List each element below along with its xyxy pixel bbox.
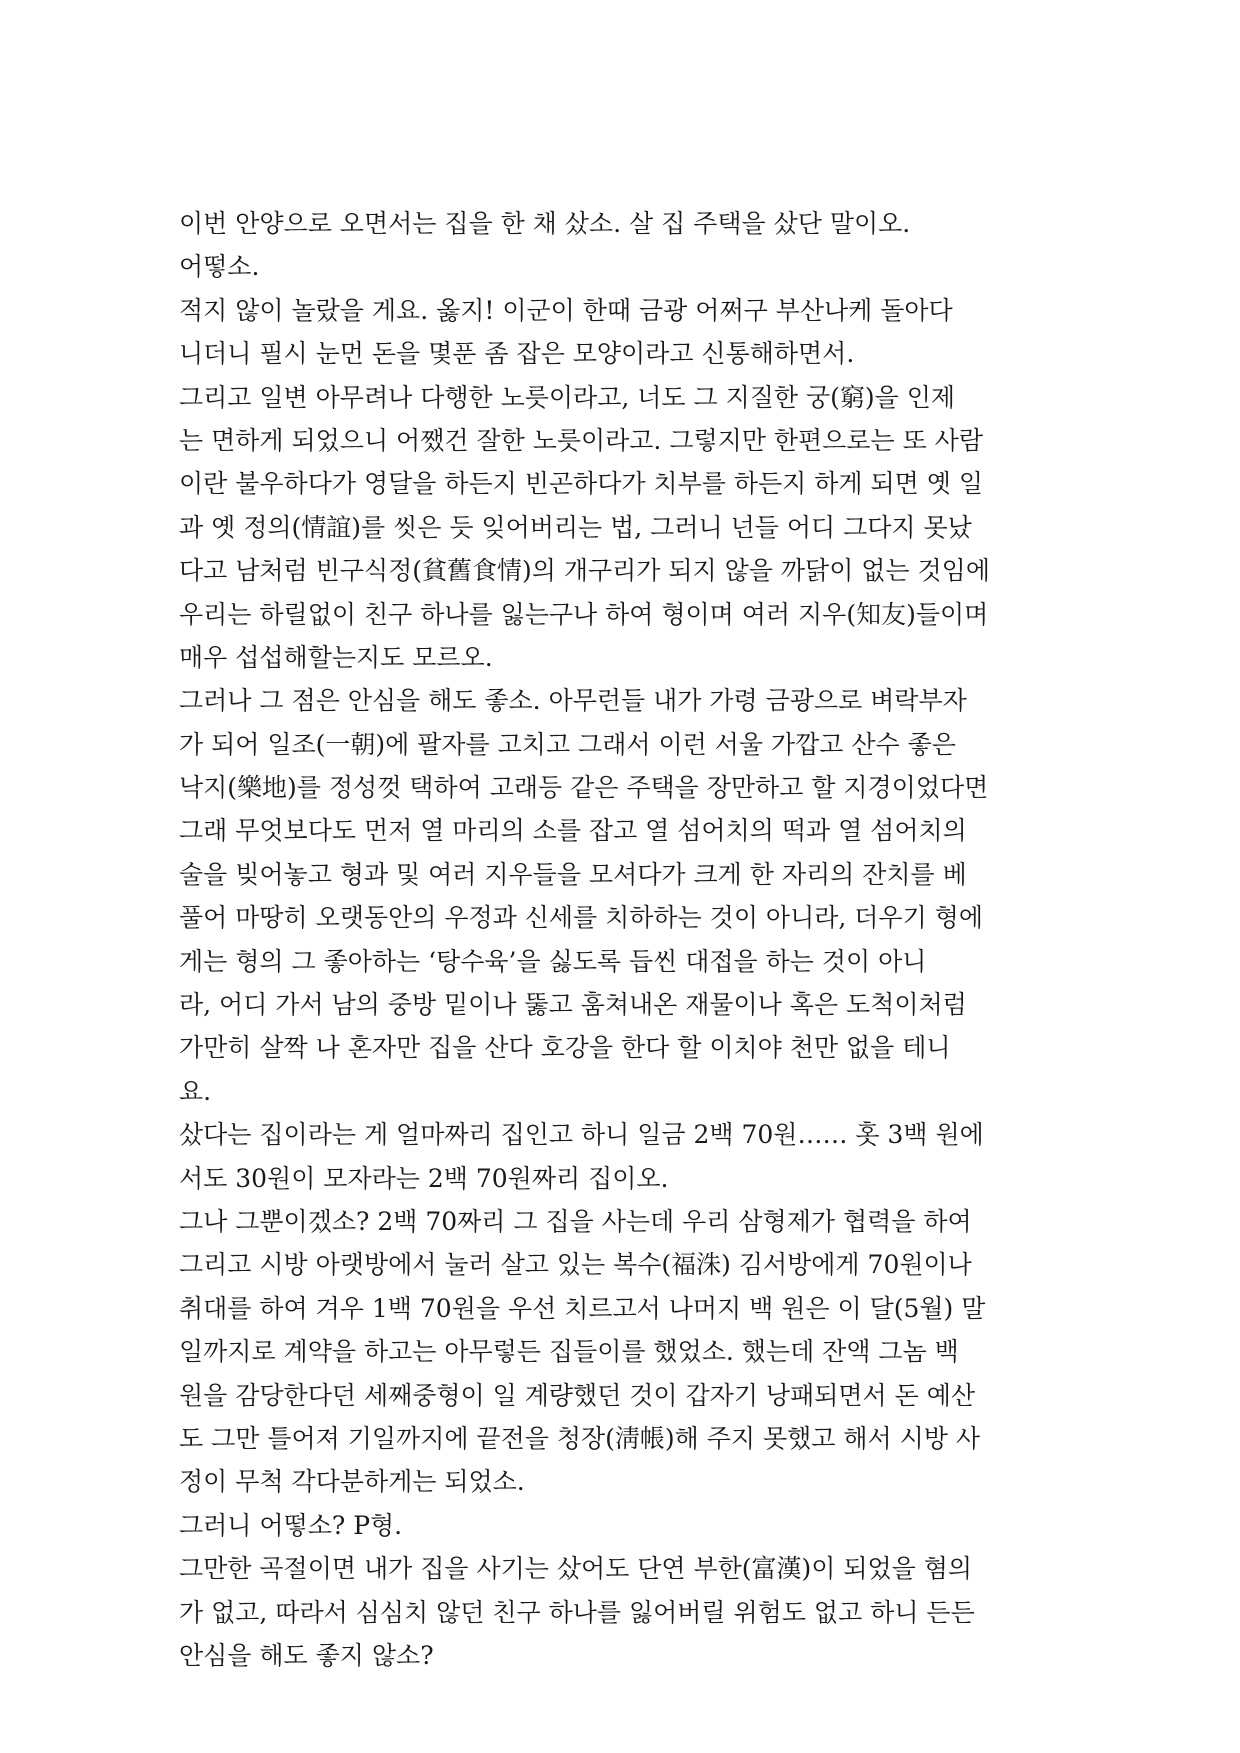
text-line: 취대를 하여 겨우 1백 70원을 우선 치르고서 나머지 백 원은 이 달(5월) 말 xyxy=(179,1293,986,1323)
text-line: 안심을 해도 좋지 않소? xyxy=(179,1640,434,1670)
text-line: 일까지로 계약을 하고는 아무렇든 집들이를 했었소. 했는데 잔액 그놈 백 xyxy=(179,1337,959,1367)
text-line: 정이 무척 각다분하게는 되었소. xyxy=(179,1467,525,1497)
text-line: 그래 무엇보다도 먼저 열 마리의 소를 잡고 열 섬어치의 떡과 열 섬어치의 xyxy=(179,816,967,846)
text-line: 는 면하게 되었으니 어쨌건 잘한 노릇이라고. 그렇지만 한편으로는 또 사람 xyxy=(179,425,983,455)
text-line: 그만한 곡절이면 내가 집을 사기는 샀어도 단연 부한(富漢)이 되었을 혐의 xyxy=(179,1554,973,1584)
text-line: 샀다는 집이라는 게 얼마짜리 집인고 하니 일금 2백 70원…… 홋 3백 원에 xyxy=(179,1120,984,1150)
text-line: 풀어 마땅히 오랫동안의 우정과 신세를 치하하는 것이 아니라, 더우기 형에 xyxy=(179,903,983,933)
text-line: 니더니 필시 눈먼 돈을 몇푼 좀 잡은 모양이라고 신통해하면서. xyxy=(179,339,855,369)
text-line: 그러나 그 점은 안심을 해도 좋소. 아무런들 내가 가령 금광으로 벼락부자 xyxy=(179,686,967,716)
text-line: 그러니 어떻소? P형. xyxy=(179,1510,403,1540)
text-line: 우리는 하릴없이 친구 하나를 잃는구나 하여 형이며 여러 지우(知友)들이며 xyxy=(179,599,989,629)
text-line: 이번 안양으로 오면서는 집을 한 채 샀소. 살 집 주택을 샀단 말이오. xyxy=(179,209,911,238)
text-line: 게는 형의 그 좋아하는 ‘탕수육’을 싫도록 듭씬 대접을 하는 것이 아니 xyxy=(179,946,927,976)
text-line: 술을 빚어놓고 형과 및 여러 지우들을 모셔다가 크게 한 자리의 잔치를 베 xyxy=(179,859,967,889)
text-line: 매우 섭섭해할는지도 모르오. xyxy=(179,642,493,672)
text-line: 가만히 살짝 나 혼자만 집을 산다 호강을 한다 할 이치야 천만 없을 테니 xyxy=(179,1033,951,1063)
text-line: 그리고 시방 아랫방에서 눌러 살고 있는 복수(福洙) 김서방에게 70원이나 xyxy=(179,1250,972,1280)
text-line: 낙지(樂地)를 정성껏 택하여 고래등 같은 주택을 장만하고 할 지경이었다면 xyxy=(179,773,989,803)
text-line: 요. xyxy=(179,1076,212,1106)
text-line: 그리고 일변 아무려나 다행한 노릇이라고, 너도 그 지질한 궁(窮)을 인제 xyxy=(179,382,956,412)
text-line: 적지 않이 놀랐을 게요. 옳지! 이군이 한때 금광 어쩌구 부산나케 돌아다 xyxy=(179,295,953,325)
text-line: 가 되어 일조(一朝)에 팔자를 고치고 그래서 이런 서울 가깝고 산수 좋은 xyxy=(179,729,956,759)
text-line: 그나 그뿐이겠소? 2백 70짜리 그 집을 사는데 우리 삼형제가 협력을 하여 xyxy=(179,1206,972,1236)
text-line: 라, 어디 가서 남의 중방 밑이나 뚫고 훔쳐내온 재물이나 혹은 도척이처럼 xyxy=(179,990,967,1020)
text-line: 원을 감당한다던 세째중형이 일 계량했던 것이 갑자기 낭패되면서 돈 예산 xyxy=(179,1380,976,1410)
text-line: 이란 불우하다가 영달을 하든지 빈곤하다가 치부를 하든지 하게 되면 옛 일 xyxy=(179,469,983,499)
text-line: 다고 남처럼 빈구식정(貧舊食情)의 개구리가 되지 않을 까닭이 없는 것임에 xyxy=(179,556,990,586)
body-text xyxy=(179,202,1079,1677)
text-line: 도 그만 틀어져 기일까지에 끝전을 청장(淸帳)해 주지 못했고 해서 시방 사 xyxy=(179,1423,981,1453)
text-line: 서도 30원이 모자라는 2백 70원짜리 집이오. xyxy=(179,1163,669,1193)
text-line: 가 없고, 따라서 심심치 않던 친구 하나를 잃어버릴 위험도 없고 하니 든든 xyxy=(179,1597,975,1627)
text-line: 과 옛 정의(情誼)를 씻은 듯 잊어버리는 법, 그러니 넌들 어디 그다지 못났 xyxy=(179,512,972,542)
text-line: 어떻소. xyxy=(179,252,260,282)
